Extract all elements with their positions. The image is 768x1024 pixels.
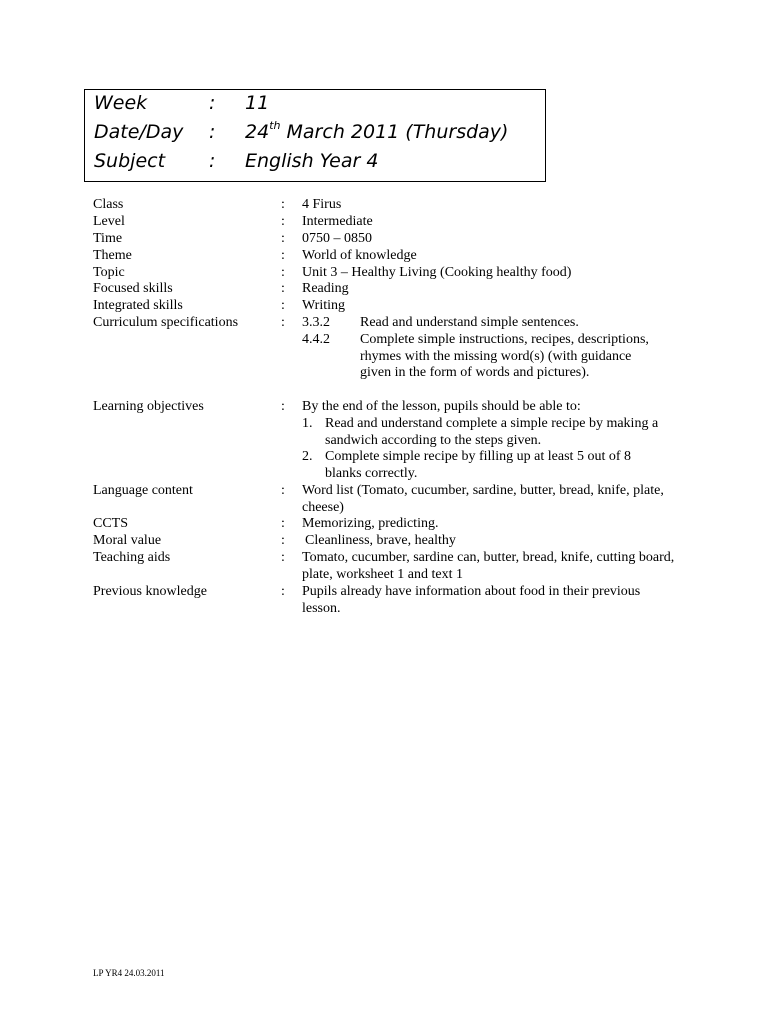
subject-colon: :: [209, 150, 216, 172]
ccts-value: Memorizing, predicting.: [302, 516, 439, 531]
language-content-label: Language content: [93, 483, 193, 498]
curriculum-item-number: 3.3.2: [302, 315, 330, 330]
header-row-week: [85, 92, 545, 122]
week-label: Week: [94, 92, 148, 114]
date-day-number: 24: [245, 121, 270, 143]
curriculum-item: [302, 332, 660, 382]
time-value: 0750 – 0850: [302, 231, 372, 246]
moral-value-label: Moral value: [93, 533, 162, 548]
previous-knowledge-value: Pupils already have information about food in their previous lesson.: [302, 584, 641, 616]
date-ordinal-suffix: th: [269, 119, 281, 132]
teaching-aids-colon: :: [281, 550, 285, 565]
topic-colon: :: [281, 265, 285, 280]
theme-value: World of knowledge: [302, 248, 417, 263]
integrated-skills-label: Integrated skills: [93, 298, 183, 313]
focused-skills-value: Reading: [302, 281, 349, 296]
page-footer: LP YR4 24.03.2011: [93, 968, 165, 978]
moral-value-value: Cleanliness, brave, healthy: [305, 533, 456, 548]
date-colon: :: [209, 121, 216, 143]
date-value: [245, 121, 508, 143]
class-value: 4 Firus: [302, 197, 342, 212]
time-colon: :: [281, 231, 285, 246]
topic-label: Topic: [93, 265, 125, 280]
topic-value: Unit 3 – Healthy Living (Cooking healthy food): [302, 265, 572, 280]
curriculum-item-text: Complete simple instructions, recipes, descriptions, rhymes with the missing word(s) (with guidance given in the form of words and pictures).: [360, 331, 649, 381]
objective-number: 2.: [302, 449, 313, 465]
lesson-header-box: [84, 89, 546, 182]
integrated-skills-value: Writing: [302, 298, 345, 313]
curriculum-item: [302, 315, 660, 332]
teaching-aids-value: Tomato, cucumber, sardine can, butter, bread, knife, cutting board, plate, worksheet 1 and text 1: [302, 550, 675, 582]
curriculum-item-number: 4.4.2: [302, 331, 330, 347]
curriculum-specifications-list: [302, 315, 660, 382]
time-label: Time: [93, 231, 123, 246]
class-label: Class: [93, 197, 124, 212]
subject-label: Subject: [94, 150, 166, 172]
subject-value: English Year 4: [245, 150, 379, 172]
moral-value-colon: :: [281, 533, 285, 548]
objectives-colon: :: [281, 399, 285, 414]
objective-item: [302, 449, 665, 483]
curriculum-colon: :: [281, 315, 285, 330]
integrated-skills-colon: :: [281, 298, 285, 313]
objectives-intro: By the end of the lesson, pupils should be able to:: [302, 399, 581, 414]
curriculum-item-text: Read and understand simple sentences.: [360, 315, 579, 330]
objective-text: Read and understand complete a simple recipe by making a sandwich according to the steps given.: [325, 415, 659, 448]
header-row-date: [85, 121, 545, 151]
curriculum-label: Curriculum specifications: [93, 315, 239, 330]
language-content-colon: :: [281, 483, 285, 498]
teaching-aids-label: Teaching aids: [93, 550, 171, 565]
class-colon: :: [281, 197, 285, 212]
week-value: 11: [245, 92, 270, 114]
objective-text: Complete simple recipe by filling up at least 5 out of 8 blanks correctly.: [325, 449, 631, 482]
objective-number: 1.: [302, 415, 313, 431]
previous-knowledge-colon: :: [281, 584, 285, 599]
ccts-colon: :: [281, 516, 285, 531]
previous-knowledge-label: Previous knowledge: [93, 584, 207, 599]
theme-colon: :: [281, 248, 285, 263]
header-row-subject: [85, 150, 545, 180]
objective-item: [302, 416, 665, 450]
language-content-value: Word list (Tomato, cucumber, sardine, butter, bread, knife, plate, cheese): [302, 483, 664, 515]
level-value: Intermediate: [302, 214, 373, 229]
date-rest: March 2011 (Thursday): [280, 121, 509, 143]
objectives-label: Learning objectives: [93, 399, 204, 414]
level-colon: :: [281, 214, 285, 229]
ccts-label: CCTS: [93, 516, 129, 531]
level-label: Level: [93, 214, 125, 229]
learning-objectives: [302, 399, 670, 483]
date-label: Date/Day: [94, 121, 184, 143]
week-colon: :: [209, 92, 216, 114]
theme-label: Theme: [93, 248, 132, 263]
focused-skills-colon: :: [281, 281, 285, 296]
focused-skills-label: Focused skills: [93, 281, 173, 296]
